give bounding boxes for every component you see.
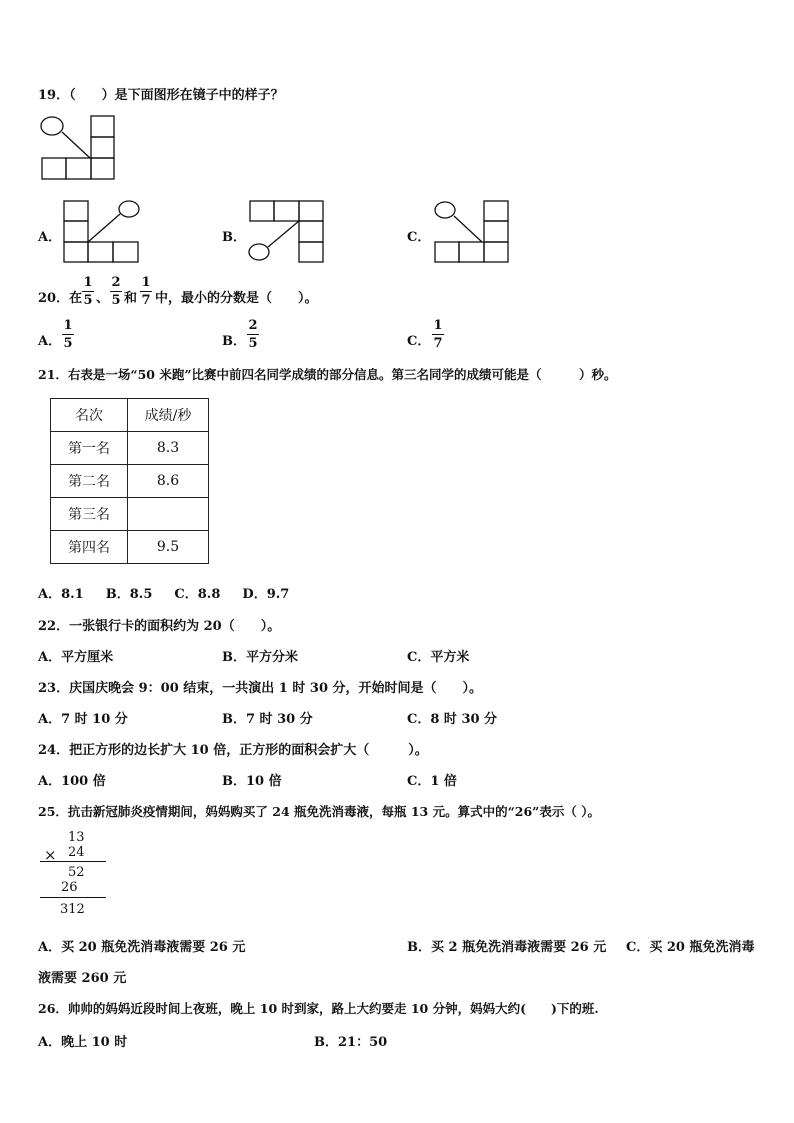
q20-stem-fraction-1: 1 5 [83, 275, 93, 308]
table-row [51, 498, 209, 531]
q23-option-a[interactable]: A．7 时 10 分 [38, 712, 128, 727]
q23-option-c[interactable]: C．8 时 30 分 [407, 712, 498, 727]
q19-option-b-label[interactable]: B． [222, 230, 246, 245]
q21-stem: 21．右表是一场“50 米跑”比赛中前四名同学成绩的部分信息。第三名同学的成绩可能是（ ）秒。 [38, 367, 617, 382]
q20-stem-fraction-3: 1 7 [141, 275, 151, 308]
q19-original-figure [38, 112, 120, 182]
calc-multiplier: 24 [68, 845, 85, 860]
q24-stem: 24．把正方形的边长扩大 10 倍，正方形的面积会扩大（ ）。 [38, 743, 428, 758]
q22-option-a[interactable]: A．平方厘米 [38, 650, 114, 665]
table-cell: 第一名 [51, 432, 128, 465]
q19-option-a-figure[interactable] [62, 198, 144, 264]
table-row [51, 432, 209, 465]
table-cell: 8.3 [128, 432, 209, 465]
q26-stem: 26．帅帅的妈妈近段时间上夜班，晚上 10 时到家，路上大约要走 10 分钟，妈妈大约( )下的班. [38, 1001, 599, 1016]
table-header-cell: 成绩/秒 [128, 399, 209, 432]
q22-stem: 22．一张银行卡的面积约为 20（ ）。 [38, 619, 281, 634]
q20-option-b-fraction[interactable]: 2 5 [248, 318, 258, 351]
table-cell [128, 498, 209, 531]
q25-option-b[interactable]: B．买 2 瓶免洗消毒液需要 26 元 [407, 940, 607, 955]
q24-option-b[interactable]: B．10 倍 [222, 774, 282, 789]
q20-sep2: 和 [124, 291, 138, 306]
calc-result: 312 [60, 902, 85, 917]
table-cell: 第四名 [51, 531, 128, 564]
table-header-cell: 名次 [51, 399, 128, 432]
q26-option-a[interactable]: A．晚上 10 时 [38, 1035, 128, 1050]
calc-partial-1: 52 [68, 865, 85, 880]
calc-multiplicand: 13 [68, 830, 85, 845]
q19-stem: 19．（ ）是下面图形在镜子中的样子？ [38, 88, 284, 103]
q22-option-c[interactable]: C．平方米 [407, 650, 470, 665]
calc-times-sign: × [44, 846, 57, 864]
table-cell: 第三名 [51, 498, 128, 531]
q19-option-c-figure[interactable] [431, 198, 513, 264]
calc-partial-2: 26 [61, 880, 78, 895]
q25-stem: 25．抗击新冠肺炎疫情期间，妈妈购买了 24 瓶免洗消毒液，每瓶 13 元。算式中的“26”表示（ ）。 [38, 804, 600, 819]
q24-option-a[interactable]: A．100 倍 [38, 774, 106, 789]
q21-options[interactable]: A．8.1 B．8.5 C．8.8 D．9.7 [38, 587, 290, 602]
q20-stem-fraction-2: 2 5 [111, 275, 121, 308]
q23-option-b[interactable]: B．7 时 30 分 [222, 712, 313, 727]
q19-option-b-figure[interactable] [246, 198, 326, 264]
q25-option-c[interactable]: C．买 20 瓶免洗消毒 [626, 940, 755, 955]
q21-score-table [50, 398, 209, 564]
q20-suffix: 中，最小的分数是（ ）。 [155, 291, 318, 306]
q22-option-b[interactable]: B．平方分米 [222, 650, 298, 665]
table-row [51, 465, 209, 498]
q24-option-c[interactable]: C．1 倍 [407, 774, 457, 789]
q25-option-c-continued[interactable]: 液需要 260 元 [38, 971, 127, 986]
q26-option-b[interactable]: B．21：50 [314, 1035, 388, 1050]
table-cell: 第二名 [51, 465, 128, 498]
q19-option-a-label[interactable]: A． [38, 230, 62, 245]
calc-line [40, 861, 106, 862]
q20-option-c-label[interactable]: C． [407, 334, 431, 349]
q20-option-a-label[interactable]: A． [38, 334, 62, 349]
table-header-row [51, 399, 209, 432]
q20-option-b-label[interactable]: B． [222, 334, 246, 349]
q25-option-a[interactable]: A．买 20 瓶免洗消毒液需要 26 元 [38, 940, 246, 955]
calc-line [40, 897, 106, 898]
q19-option-c-label[interactable]: C． [407, 230, 431, 245]
table-cell: 9.5 [128, 531, 209, 564]
table-row [51, 531, 209, 564]
q23-stem: 23．庆国庆晚会 9：00 结束，一共演出 1 时 30 分，开始时间是（ ）。 [38, 681, 483, 696]
table-cell: 8.6 [128, 465, 209, 498]
q20-option-a-fraction[interactable]: 1 5 [63, 318, 73, 351]
q20-option-c-fraction[interactable]: 1 7 [433, 318, 443, 351]
q20-sep1: 、 [96, 291, 110, 306]
q20-prefix: 20．在 [38, 291, 83, 306]
